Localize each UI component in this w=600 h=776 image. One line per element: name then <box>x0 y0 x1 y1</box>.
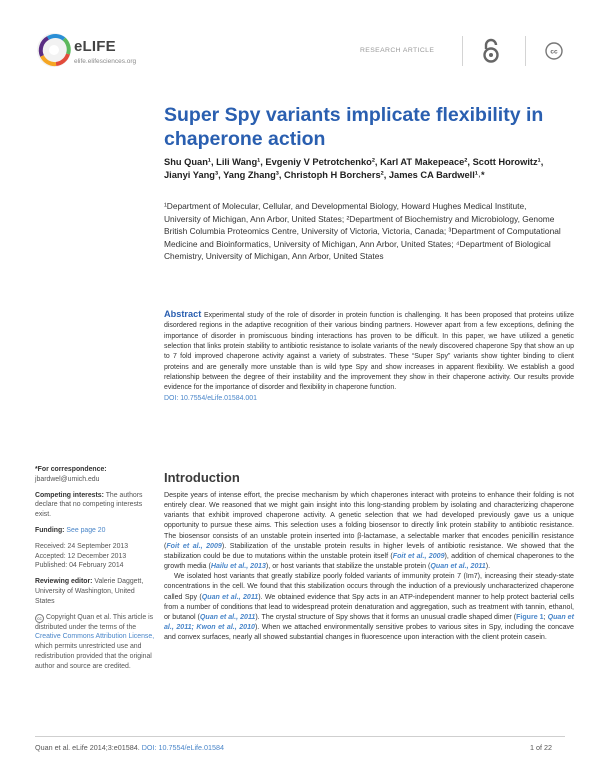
funding-block <box>35 526 155 536</box>
intro-text: ), or host variants that stabilize the unstable protein ( <box>265 562 431 571</box>
dates-block <box>35 542 155 571</box>
correspondence-block <box>35 465 155 485</box>
intro-paragraph <box>164 490 574 571</box>
footer-citation <box>35 743 224 752</box>
citation-link[interactable]: Foit et al., 2009 <box>166 541 222 550</box>
competing-label: Competing interests: <box>35 491 104 499</box>
accepted-date: Accepted: 12 December 2013 <box>35 552 127 560</box>
author-list: Shu Quan¹, Lili Wang¹, Evgeniy V Petrotchenko², Karl AT Makepeace², Scott Horowitz¹, Jianyi Yang³, Yang Zhang³, Christoph H Borchers², James CA Bardwell¹˒* <box>164 157 544 180</box>
article-sidebar <box>35 465 155 678</box>
copyright-suffix: which permits unrestricted use and redistribution provided that the original author and source are credited. <box>35 643 152 670</box>
page-header <box>0 0 600 80</box>
svg-text:cc: cc <box>550 48 558 56</box>
introduction-body <box>164 490 574 642</box>
intro-text: ). Stabilization of the unstable protein results in higher levels of antibiotic resistance. We showed that the stabilization could be due to mutations within the unstable protein itself ( <box>164 541 574 560</box>
citation-link[interactable]: Foit et al., 2009 <box>392 551 445 560</box>
reviewing-editor-label: Reviewing editor: <box>35 578 93 586</box>
citation-link[interactable]: Quan et al., 2011 <box>199 612 256 621</box>
reviewing-editor-text: Valerie Daggett, University of Washington, United States <box>35 578 144 605</box>
citation-link[interactable]: Quan et al., 2011; Kwon et al., 2010 <box>164 612 574 632</box>
footer-divider <box>35 736 565 737</box>
license-link[interactable]: Creative Commons Attribution License, <box>35 633 155 641</box>
section-heading-introduction: Introduction <box>164 470 240 485</box>
figure-link[interactable]: Figure 1 <box>516 612 544 621</box>
competing-interests-block <box>35 491 155 520</box>
elife-logo-icon <box>34 30 74 70</box>
intro-text: ). The crystal structure of Spy shows that it forms an unusual cradle shaped dimer ( <box>255 612 517 621</box>
copyright-block <box>35 613 155 672</box>
abstract-text: Experimental study of the role of disorder in protein function is challenging. It has been proposed that proteins utilize disordered regions in the adaptive recognition of their various binding partners. However apart from a few exceptions, defining the importance of disorder in promiscuous binding interactions has proven to be difficult. In this paper, we have utilized a genetic selection that links protein stability to antibiotic resistance to isolate variants of the newly discovered chaperone Spy that show an up to 7 fold improved chaperone activity against a variety of substrates. These “Super Spy” variants show tighter binding to client proteins and are generally more unstable than is wild type Spy and show increases in apparent flexibility. We establish a good relationship between the degree of their instability and the improvement they show in their chaperone activity. Our results provide evidence for the importance of disorder and flexibility in chaperone function. <box>164 312 574 392</box>
brand-name: eLIFE <box>74 38 116 55</box>
article-type-label: RESEARCH ARTICLE <box>360 47 435 54</box>
competing-text: The authors declare that no competing interests exist. <box>35 491 143 519</box>
published-date: Published: 04 February 2014 <box>35 562 124 570</box>
brand-url[interactable]: elife.elifesciences.org <box>74 58 137 65</box>
intro-text: We isolated host variants that greatly stabilize poorly folded variants of immunity protein 7 (Im7), increasing their steady-state concentrations in the cell. We found that this stabilization occurs through the induction of a previously uncharacterized chaperone called Spy ( <box>164 572 574 601</box>
intro-text: ; <box>543 612 548 621</box>
abstract <box>164 309 574 404</box>
header-divider <box>525 36 526 66</box>
page-number: 1 of 22 <box>530 743 552 752</box>
abstract-doi-link[interactable]: DOI: 10.7554/eLife.01584.001 <box>164 394 257 402</box>
footer-doi-link[interactable]: DOI: 10.7554/eLife.01584 <box>141 743 225 752</box>
header-divider <box>462 36 463 66</box>
copyright-cc-icon: cc <box>35 614 44 623</box>
citation-link[interactable]: Quan et al., 2011 <box>430 562 486 571</box>
correspondence-email[interactable]: jbardwel@umich.edu <box>35 475 100 483</box>
received-date: Received: 24 September 2013 <box>35 542 129 550</box>
funding-label: Funding: <box>35 526 65 534</box>
affiliations: ¹Department of Molecular, Cellular, and Developmental Biology, Howard Hughes Medical Institute, University of Michigan, Ann Arbor, United States; ²Department of Biochemistry and Microbiology, Genome British Columbia Proteomics Centre, University of Victoria, Victoria, Canada; ³Department of Computational Medicine and Bioinformatics, University of Michigan, Ann Arbor, United States; ⁴Department of Biological Chemistry, University of Michigan, Ann Arbor, United States <box>164 201 561 262</box>
abstract-label: Abstract <box>164 309 202 319</box>
open-access-icon <box>480 38 502 64</box>
intro-text: ). <box>485 562 491 571</box>
funding-link[interactable]: See page 20 <box>66 526 106 534</box>
citation-text: Quan et al. eLife 2014;3:e01584. <box>35 743 140 752</box>
creative-commons-icon <box>545 42 563 60</box>
intro-text: ). When we attached environmentally sensitive probes to various sites in Spy, including the concave and convex surfaces, nearly all showed substantial changes in fluorescence upon interaction with the client protein casein. <box>164 623 574 642</box>
article-title: Super Spy variants implicate flexibility in chaperone action <box>164 104 544 150</box>
intro-text: ). We obtained evidence that Spy acts in an ATP-independent manner to help protect bacterial cells from a number of conditions that lead to widespread protein denaturation and aggregation, such as treatment with tannin, ethanol, or butanol ( <box>164 592 574 621</box>
correspondence-label: *For correspondence: <box>35 466 107 473</box>
citation-link[interactable]: Hailu et al., 2013 <box>210 562 266 571</box>
intro-text: ), addition of chemical chaperones to the growth media ( <box>164 551 575 571</box>
citation-link[interactable]: Quan et al., 2011 <box>201 592 259 601</box>
copyright-text: Copyright Quan et al. This article is distributed under the terms of the <box>35 613 154 631</box>
reviewing-editor-block <box>35 577 155 606</box>
intro-text: Despite years of intense effort, the precise mechanism by which chaperones interact with proteins to enhance their folding is not entirely clear. We reasoned that we might gain insight into this long-standing problem by isolating and characterizing chaperone variants that exhibit improved chaperone activity. A genetic selection that we had developed previously gave us a unique opportunity to pursue these aims. This selection uses a folding biosensor to directly link protein stability to antibiotic resistance. The biosensor consists of an unstable protein inserted into β-lactamase, a selectable marker that encodes penicillin resistance ( <box>164 491 574 550</box>
intro-paragraph <box>164 571 574 642</box>
